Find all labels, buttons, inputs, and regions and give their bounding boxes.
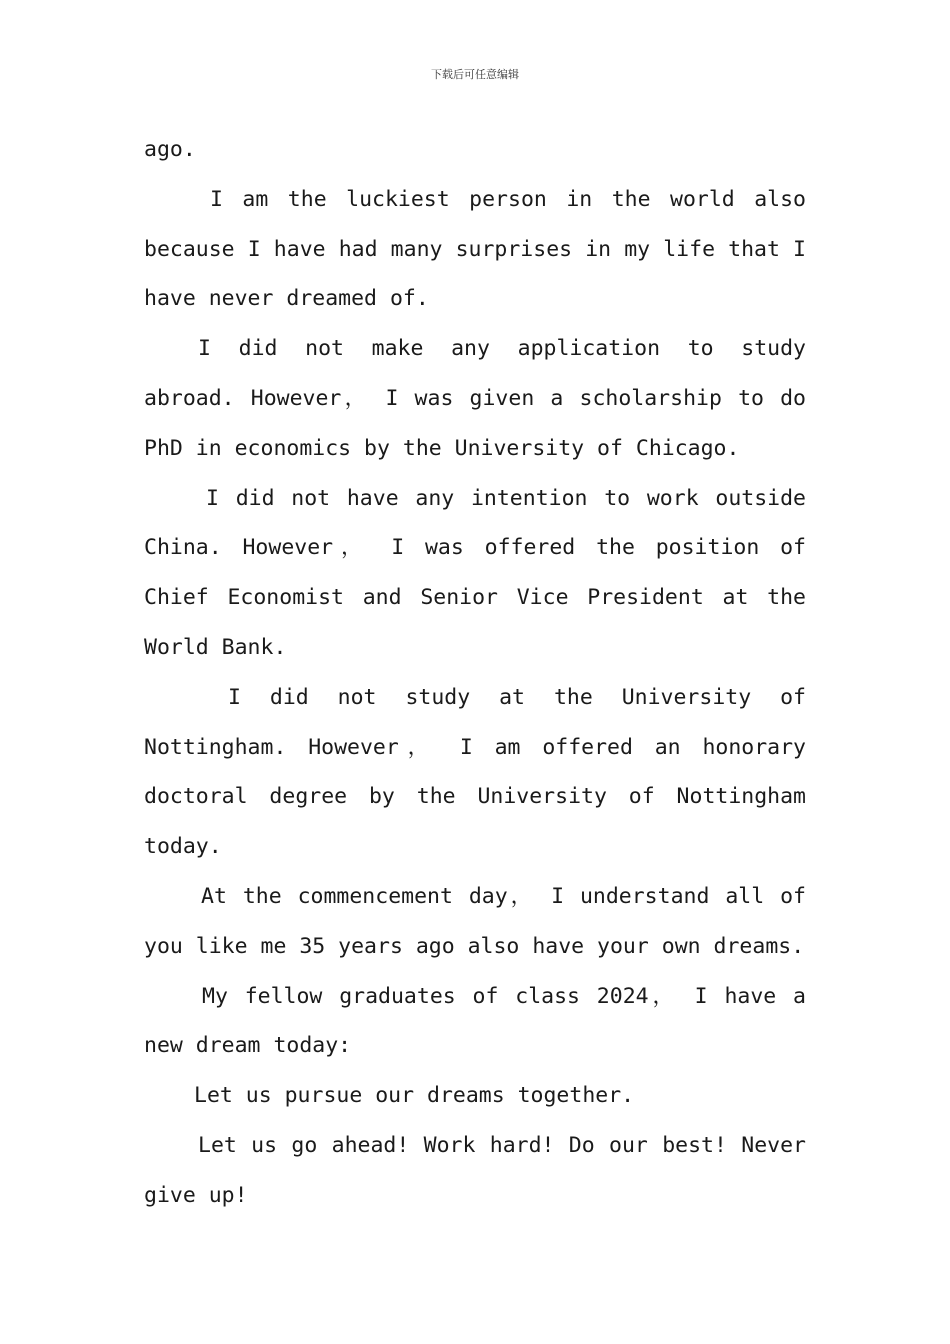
paragraph-commencement: At the commencement day， I understand all of you like me 35 years ago also have your own dreams. <box>144 883 806 959</box>
paragraph-luckiest-person: I am the luckiest person in the world also because I have had many surprises in my life that I have never dreamed of. <box>144 186 806 312</box>
page-header: 下载后可任意编辑 <box>431 68 519 81</box>
document-body <box>144 125 806 1221</box>
paragraph-pursue-dreams: Let us pursue our dreams together. <box>194 1083 635 1109</box>
paragraph-nottingham: I did not study at the University of Nottingham. However， I am offered an honorary doctoral degree by the University of Nottingham today. <box>144 684 806 860</box>
paragraph-world-bank: I did not have any intention to work outside China. However， I was offered the position of Chief Economist and Senior Vice President at the World Bank. <box>144 485 806 660</box>
paragraph-new-dream: My fellow graduates of class 2024， I have a new dream today: <box>144 983 806 1059</box>
paragraph-never-give-up: Let us go ahead! Work hard! Do our best! Never give up! <box>144 1132 806 1208</box>
paragraph-continuation: ago. <box>144 137 196 162</box>
paragraph-study-abroad: I did not make any application to study abroad. However， I was given a scholarship to do PhD in economics by the University of Chicago. <box>144 336 806 461</box>
